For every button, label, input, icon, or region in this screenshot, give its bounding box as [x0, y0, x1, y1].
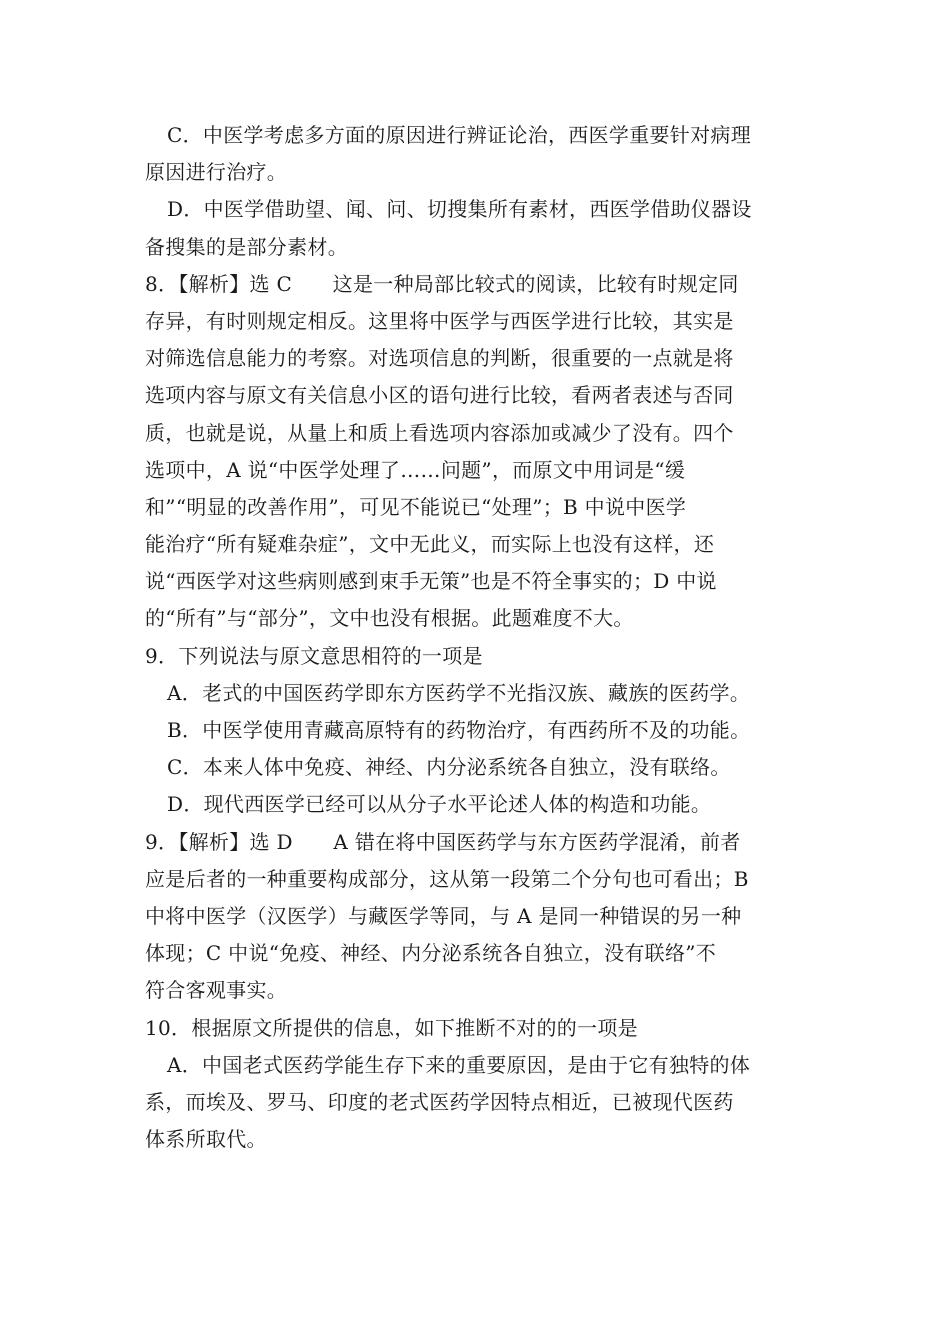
text-line: 中将中医学（汉医学）与藏医学等同，与 A 是同一种错误的另一种	[145, 903, 742, 928]
text-line: 体系所取代。	[145, 1127, 267, 1152]
text-line: 原因进行治疗。	[145, 160, 288, 185]
text-line: 符合客观事实。	[145, 978, 288, 1003]
text-line: 体现；C 中说“免疫、神经、内分泌系统各自独立，没有联络”不	[145, 941, 717, 966]
text-line: 9．【解析】选 D A 错在将中国医药学与东方医药学混淆，前者	[145, 829, 741, 854]
text-line: 应是后者的一种重要构成部分，这从第一段第二个分句也可看出；B	[145, 866, 749, 891]
text-line: C．本来人体中免疫、神经、内分泌系统各自独立，没有联络。	[167, 755, 731, 780]
text-line: A．老式的中国医药学即东方医药学不光指汉族、藏族的医药学。	[167, 680, 751, 705]
text-line: 和”“明显的改善作用”，可见不能说已“处理”；B 中说中医学	[145, 494, 687, 519]
text-line: 对筛选信息能力的考察。对选项信息的判断，很重要的一点就是将	[145, 346, 734, 371]
text-line: 备搜集的是部分素材。	[145, 234, 348, 259]
text-line: D．现代西医学已经可以从分子水平论述人体的构造和功能。	[167, 792, 712, 817]
text-line: 9．下列说法与原文意思相符的一项是	[145, 643, 483, 668]
text-line: 说“西医学对这些病则感到束手无策”也是不符全事实的；D 中说	[145, 569, 717, 594]
text-line: 存异，有时则规定相反。这里将中医学与西医学进行比较，其实是	[145, 308, 734, 333]
text-line: D．中医学借助望、闻、问、切搜集所有素材，西医学借助仪器设	[167, 197, 752, 222]
text-line: B．中医学使用青藏高原特有的药物治疗，有西药所不及的功能。	[167, 718, 751, 742]
text-line: 选项内容与原文有关信息小区的语句进行比较，看两者表述与否同	[145, 383, 734, 408]
text-line: A．中国老式医药学能生存下来的重要原因，是由于它有独特的体	[167, 1052, 751, 1077]
document-body	[145, 117, 815, 1158]
text-line: 系，而埃及、罗马、印度的老式医药学因特点相近，已被现代医药	[145, 1089, 734, 1114]
text-line: C．中医学考虑多方面的原因进行辨证论治，西医学重要针对病理	[167, 123, 752, 147]
text-line: 选项中，A 说“中医学处理了……问题”，而原文中用词是“缓	[145, 457, 686, 482]
text-line: 能治疗“所有疑难杂症”，文中无此义，而实际上也没有这样，还	[145, 532, 715, 557]
text-line: 10．根据原文所提供的信息，如下推断不对的的一项是	[145, 1015, 638, 1040]
text-line: 8．【解析】选 C 这是一种局部比较式的阅读，比较有时规定同	[145, 271, 739, 296]
text-line: 的“所有”与“部分”，文中也没有根据。此题难度不大。	[145, 606, 634, 631]
text-line: 质，也就是说，从量上和质上看选项内容添加或减少了没有。四个	[145, 420, 734, 445]
